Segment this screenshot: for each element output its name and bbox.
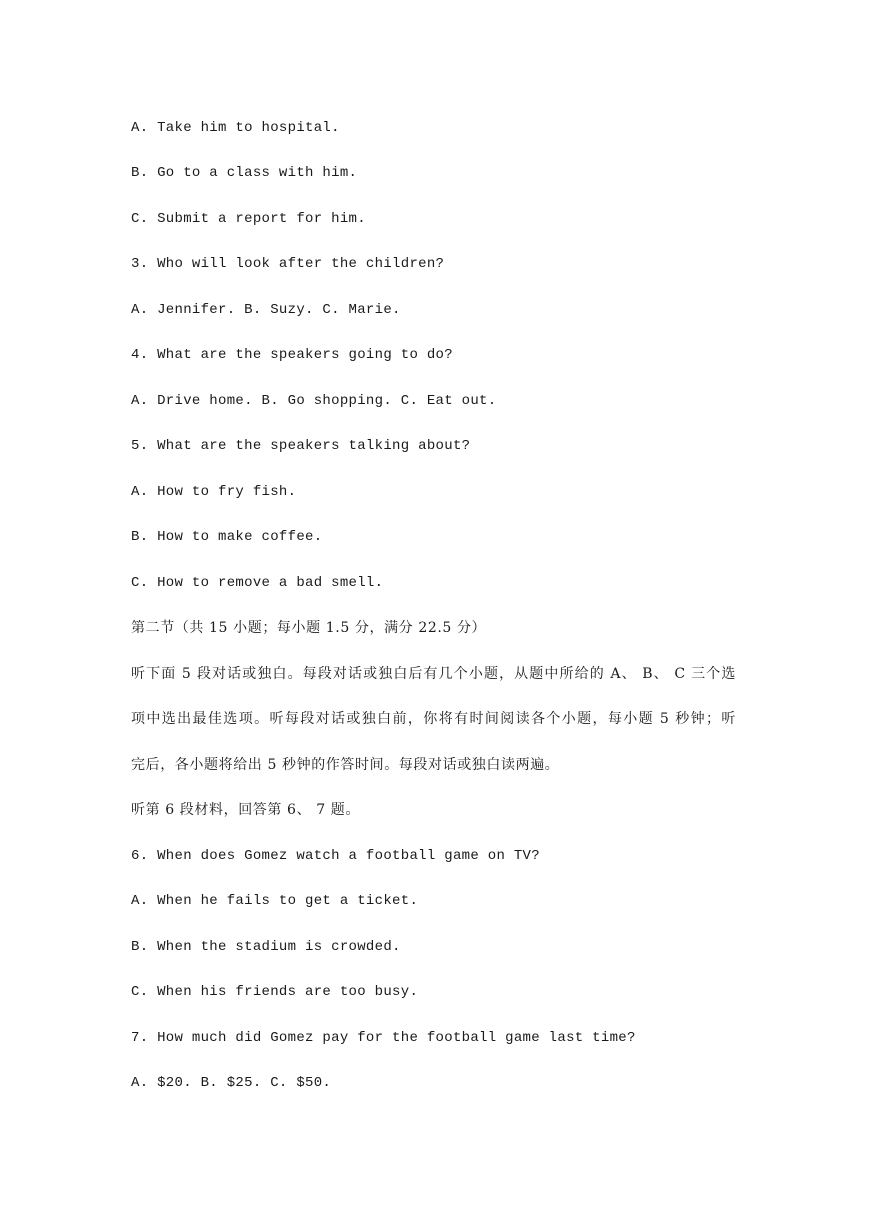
question-6: 6. When does Gomez watch a football game on TV? (131, 848, 540, 864)
question-5-option-a: A. How to fry fish. (131, 484, 297, 500)
question-6-option-a: A. When he fails to get a ticket. (131, 893, 419, 909)
section-2-instructions-line-1: 听下面 5 段对话或独白。每段对话或独白后有几个小题，从题中所给的 A、 B、 C 三个选 (131, 666, 736, 682)
section-2-heading: 第二节（共 15 小题；每小题 1.5 分，满分 22.5 分） (131, 620, 487, 636)
section-2-instructions-line-3: 完后，各小题将给出 5 秒钟的作答时间。每段对话或独白读两遍。 (131, 757, 560, 773)
section-2-instructions-line-2: 项中选出最佳选项。听每段对话或独白前，你将有时间阅读各个小题，每小题 5 秒钟；听 (131, 711, 736, 727)
question-4-options: A. Drive home. B. Go shopping. C. Eat out. (131, 393, 497, 409)
option-b-go-to-class: B. Go to a class with him. (131, 165, 358, 181)
option-a-take-to-hospital: A. Take him to hospital. (131, 120, 340, 136)
question-7-options: A. $20. B. $25. C. $50. (131, 1075, 332, 1091)
question-5: 5. What are the speakers talking about? (131, 438, 471, 454)
question-4: 4. What are the speakers going to do? (131, 347, 453, 363)
question-3-options: A. Jennifer. B. Suzy. C. Marie. (131, 302, 401, 318)
question-7: 7. How much did Gomez pay for the football game last time? (131, 1030, 636, 1046)
option-c-submit-report: C. Submit a report for him. (131, 211, 366, 227)
question-5-option-c: C. How to remove a bad smell. (131, 575, 384, 591)
question-6-option-b: B. When the stadium is crowded. (131, 939, 401, 955)
question-5-option-b: B. How to make coffee. (131, 529, 323, 545)
material-6-instruction: 听第 6 段材料，回答第 6、 7 题。 (131, 802, 360, 818)
question-3: 3. Who will look after the children? (131, 256, 445, 272)
question-6-option-c: C. When his friends are too busy. (131, 984, 419, 1000)
